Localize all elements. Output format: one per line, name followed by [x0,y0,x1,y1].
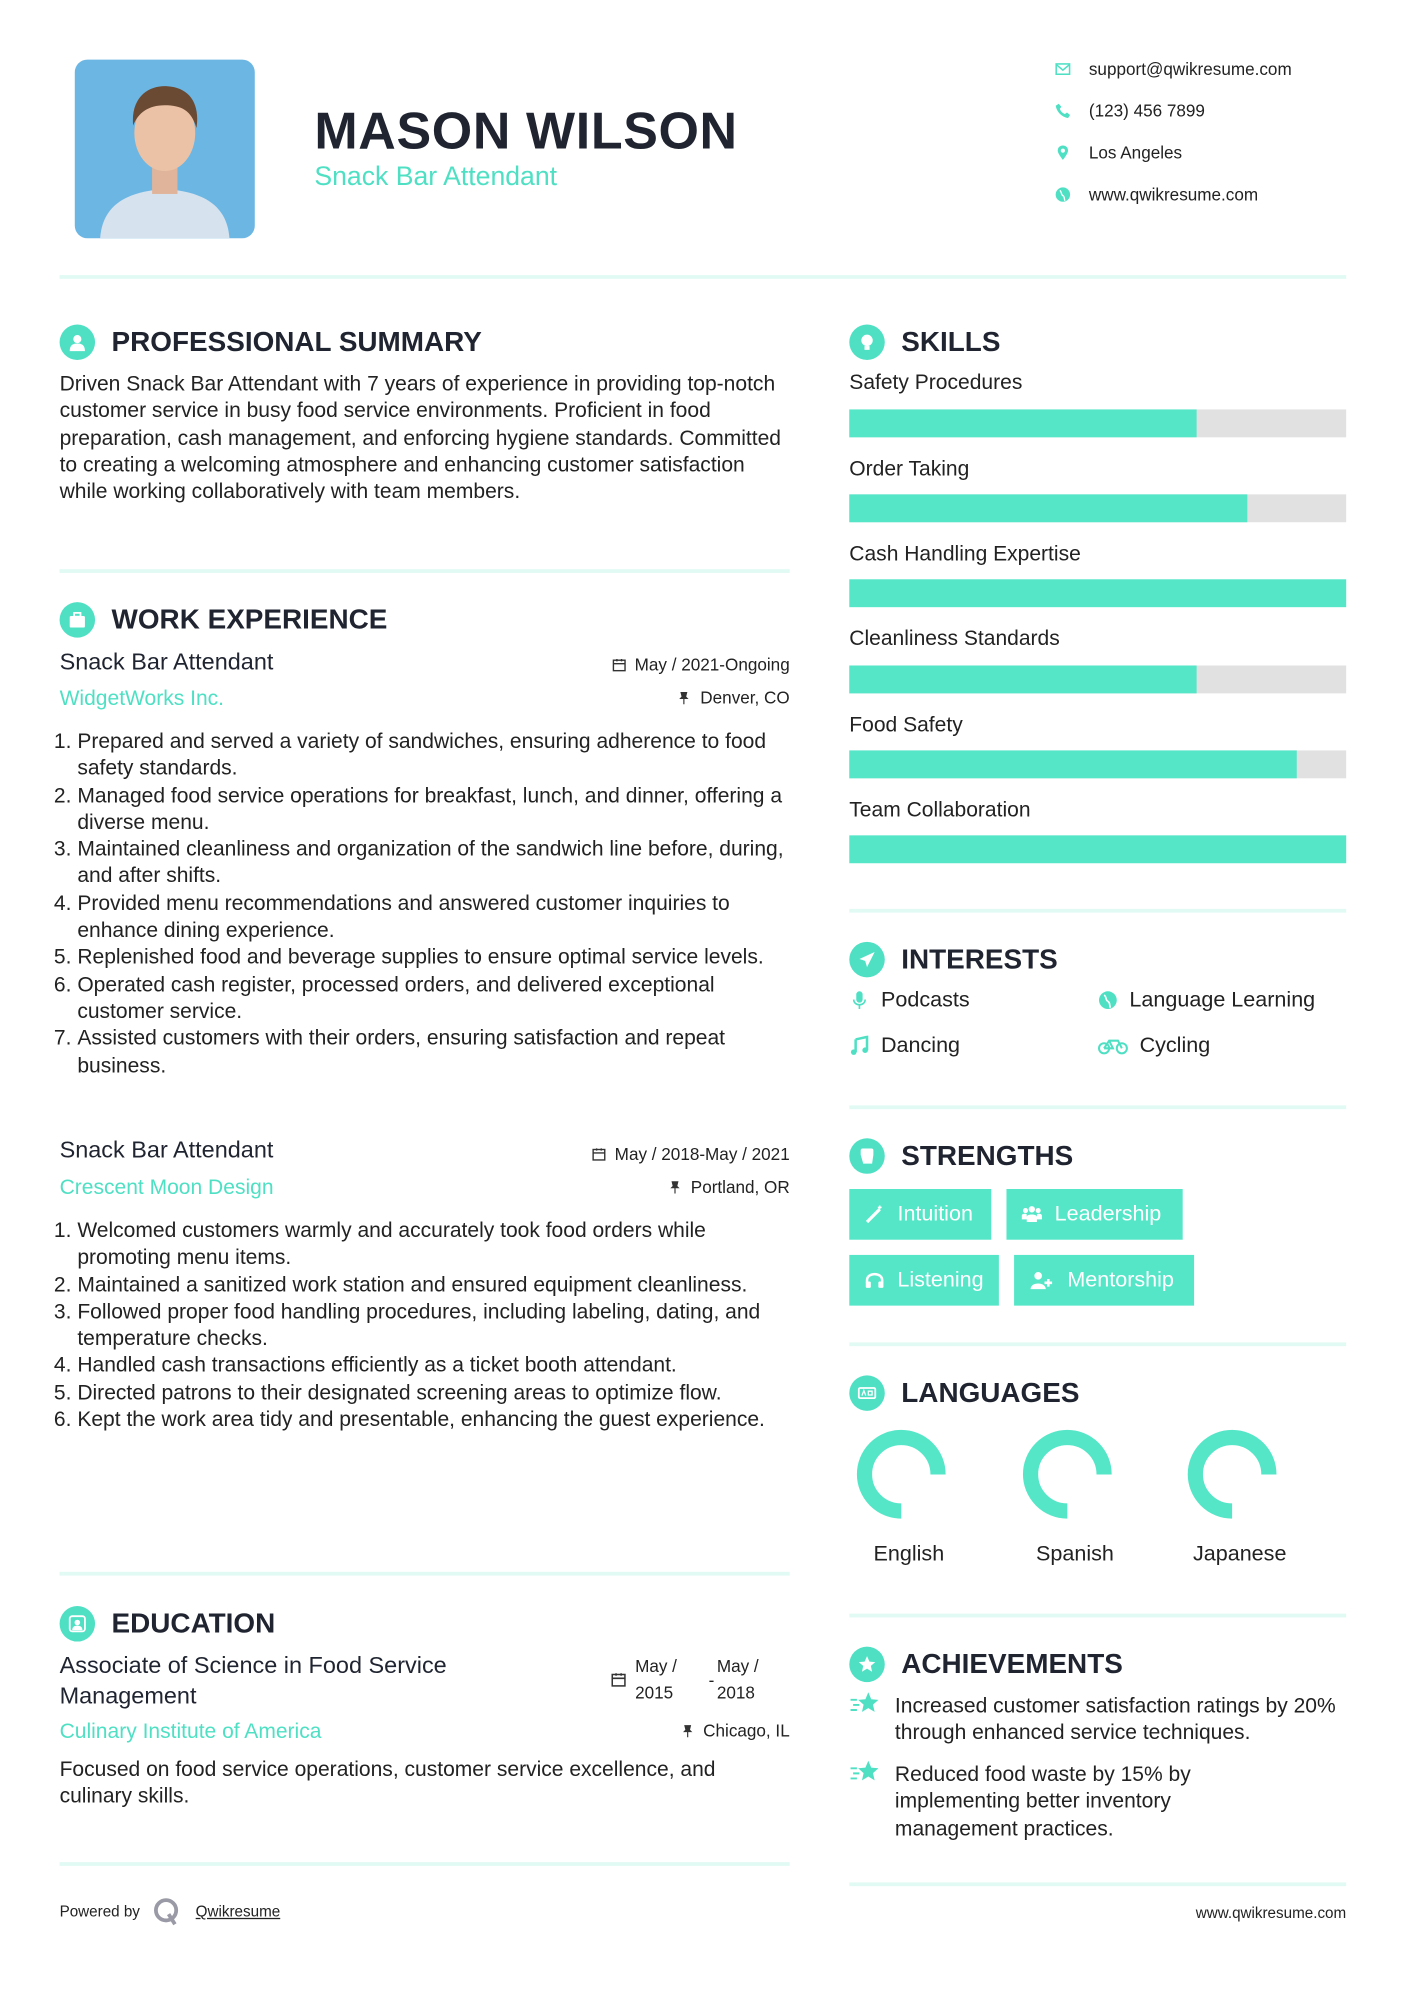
strengths-heading [849,1137,1073,1175]
lightbulb-icon [849,325,884,360]
fist-icon [849,1138,884,1173]
interest-label: Podcasts [880,987,970,1012]
achievements-heading [849,1645,1123,1683]
achievements-title: ACHIEVEMENTS [901,1647,1123,1680]
globe-icon [1098,990,1118,1010]
language-label: Spanish [1035,1541,1114,1566]
users-icon [1022,1204,1042,1224]
education-date [611,1653,759,1706]
magic-wand-icon [865,1204,885,1224]
qwikresume-logo-icon [153,1896,183,1926]
bicycle-icon [1098,1036,1128,1056]
interests-heading [849,941,1057,979]
skill-bar [849,409,1346,437]
contact-phone[interactable] [1055,98,1205,123]
interest-item [849,1033,960,1058]
job-location [668,1178,790,1197]
skill-label: Cash Handling Expertise [849,541,1081,566]
date-separator: - [708,1670,715,1690]
candidate-title: Snack Bar Attendant [314,162,558,192]
skill-bar-fill [849,579,1346,607]
job-title: Snack Bar Attendant [59,647,274,675]
skill-bar-fill [849,750,1296,778]
summary-title: PROFESSIONAL SUMMARY [111,325,482,358]
education-description: Focused on food service operations, customer service excellence, and culinary skills. [59,1756,716,1808]
strength-label: Leadership [1054,1201,1162,1226]
skill-label: Team Collaboration [849,797,1031,822]
school-name: Culinary Institute of America [59,1718,322,1743]
education-heading [60,1605,276,1643]
graduate-icon [60,1606,95,1641]
list-item: 3. Followed proper food handling procedures, including labeling, dating, and temperature checks. [77,1298,789,1352]
interest-label: Dancing [880,1033,961,1058]
summary-heading [60,323,482,361]
star-icon [849,1690,882,1718]
skill-label: Order Taking [849,456,970,481]
summary-text: Driven Snack Bar Attendant with 7 years of experience in providing top-notch customer service in busy food service environments. Proficient in food preparation, cash management, and enforcing hygiene standards. Committed to creating a welcoming atmosphere and enhancing customer satisfaction while working collaboratively with team members. [59,371,782,504]
skill-label: Food Safety [849,712,963,737]
candidate-name: MASON WILSON [314,101,738,160]
list-item: 5. Replenished food and beverage supplies to ensure optimal service levels. [77,944,789,971]
languages-heading [849,1374,1079,1412]
paper-plane-icon [849,942,884,977]
footer-website[interactable]: www.qwikresume.com [1195,1903,1347,1922]
list-item: 3. Maintained cleanliness and organization of the sandwich line before, during, and after shifts. [77,836,789,890]
language-rings [849,1422,1343,1528]
email-text: support@qwikresume.com [1088,58,1292,78]
phone-text: (123) 456 7899 [1088,100,1205,120]
list-item: 1. Prepared and served a variety of sandwiches, ensuring adherence to food safety standards. [77,728,789,782]
headphones-icon [865,1270,885,1290]
work-title: WORK EXPERIENCE [111,603,388,636]
website-text: www.qwikresume.com [1088,184,1259,204]
job-location-text: Denver, CO [700,688,790,708]
interest-label: Language Learning [1129,987,1316,1012]
end-month: May / [716,1656,759,1676]
achievement-item [849,1692,1350,1746]
interest-item [1098,987,1315,1012]
job-location [677,688,789,707]
envelope-icon [1055,60,1071,76]
skill-bar-fill [849,835,1346,863]
list-item: 6. Kept the work area tidy and presentable, enhancing the guest experience. [77,1406,789,1433]
powered-by [60,1896,281,1926]
briefcase-icon [60,602,95,637]
strengths-title: STRENGTHS [901,1139,1074,1172]
strength-badge [1014,1255,1194,1306]
section-divider [60,1572,790,1576]
star-icon [849,1758,882,1786]
education-location [680,1721,789,1740]
job-date-text: May / 2021-Ongoing [634,655,790,675]
pushpin-icon [668,1180,682,1194]
interests-title: INTERESTS [901,943,1058,975]
profile-photo [75,60,255,239]
skill-label: Safety Procedures [849,370,1023,395]
work-heading [60,601,388,639]
microphone-icon [849,990,869,1010]
job-bullets [60,728,790,1079]
language-card-icon [849,1375,884,1410]
section-divider [849,1882,1346,1886]
user-icon [60,325,95,360]
job-company: WidgetWorks Inc. [59,685,225,710]
skill-bar [849,835,1346,863]
location-text: Los Angeles [1088,142,1183,162]
language-label: English [873,1541,945,1566]
contact-email[interactable] [1055,56,1292,81]
achievement-text: Reduced food waste by 15% by implementing better inventory management practices. [894,1761,1191,1841]
list-item: 1. Welcomed customers warmly and accurately took food orders while promoting menu items. [77,1217,789,1271]
list-item: 2. Maintained a sanitized work station and ensured equipment cleanliness. [77,1271,789,1298]
contact-website[interactable] [1055,181,1258,206]
music-icon [849,1036,869,1056]
skill-bar-fill [849,494,1247,522]
globe-icon [1055,186,1071,202]
phone-icon [1055,102,1071,118]
strength-label: Intuition [897,1201,973,1226]
end-year: 2018 [716,1683,755,1703]
interest-item [849,987,969,1012]
list-item: 4. Provided menu recommendations and answered customer inquiries to enhance dining experience. [77,890,789,944]
header-divider [60,275,1347,279]
job-date-text: May / 2018-May / 2021 [614,1144,790,1164]
strength-badge [1006,1189,1182,1240]
interest-item [1098,1033,1210,1058]
strength-badge [849,1189,991,1240]
achievement-item [849,1761,1350,1842]
calendar-icon [612,658,626,672]
job-date [612,655,790,674]
skill-bar-fill [849,665,1197,693]
skill-bar [849,579,1346,607]
achievement-text: Increased customer satisfaction ratings by 20% through enhanced service techniques. [894,1693,1336,1745]
list-item: 7. Assisted customers with their orders, ensuring satisfaction and repeat business. [77,1025,789,1079]
start-year: 2015 [635,1683,674,1703]
skill-bar [849,494,1346,522]
pushpin-icon [677,691,691,705]
section-divider [849,1342,1346,1346]
list-item: 4. Handled cash transactions efficiently as a ticket booth attendant. [77,1352,789,1379]
star-badge-icon [849,1647,884,1682]
strength-label: Mentorship [1067,1267,1174,1292]
strength-badge [849,1255,999,1306]
brand-link[interactable]: Qwikresume [195,1902,281,1921]
contact-location [1055,139,1182,164]
start-month: May / [635,1656,677,1676]
powered-by-label: Powered by [59,1902,140,1921]
skill-label: Cleanliness Standards [849,626,1060,651]
interest-label: Cycling [1139,1033,1211,1058]
skills-heading [849,323,1000,361]
section-divider [849,909,1346,913]
section-divider [849,1105,1346,1109]
skill-bar-fill [849,409,1197,437]
job-date [592,1145,790,1164]
skill-bar [849,750,1346,778]
language-ring-english [865,1437,939,1511]
job-company: Crescent Moon Design [59,1175,274,1200]
section-divider [849,1614,1346,1618]
section-divider [60,1862,790,1866]
pushpin-icon [680,1724,694,1738]
education-title: EDUCATION [111,1607,276,1640]
job-location-text: Portland, OR [690,1177,790,1197]
language-ring-japanese [1195,1437,1269,1511]
job-bullets [60,1217,790,1433]
list-item: 5. Directed patrons to their designated screening areas to optimize flow. [77,1379,789,1406]
languages-title: LANGUAGES [901,1376,1080,1409]
job-title: Snack Bar Attendant [59,1135,274,1163]
education-location-text: Chicago, IL [703,1721,790,1741]
skills-title: SKILLS [901,325,1001,358]
calendar-icon [611,1672,626,1687]
map-pin-icon [1055,144,1071,160]
section-divider [60,569,790,573]
calendar-icon [592,1147,606,1161]
skill-bar [849,665,1346,693]
degree-title: Associate of Science in Food Service Management [59,1651,447,1709]
strength-label: Listening [897,1267,984,1292]
language-ring-spanish [1031,1437,1105,1511]
list-item: 2. Managed food service operations for breakfast, lunch, and dinner, offering a diverse menu. [77,782,789,836]
user-plus-icon [1029,1270,1054,1290]
list-item: 6. Operated cash register, processed orders, and delivered exceptional customer service. [77,971,789,1025]
language-label: Japanese [1192,1541,1287,1566]
